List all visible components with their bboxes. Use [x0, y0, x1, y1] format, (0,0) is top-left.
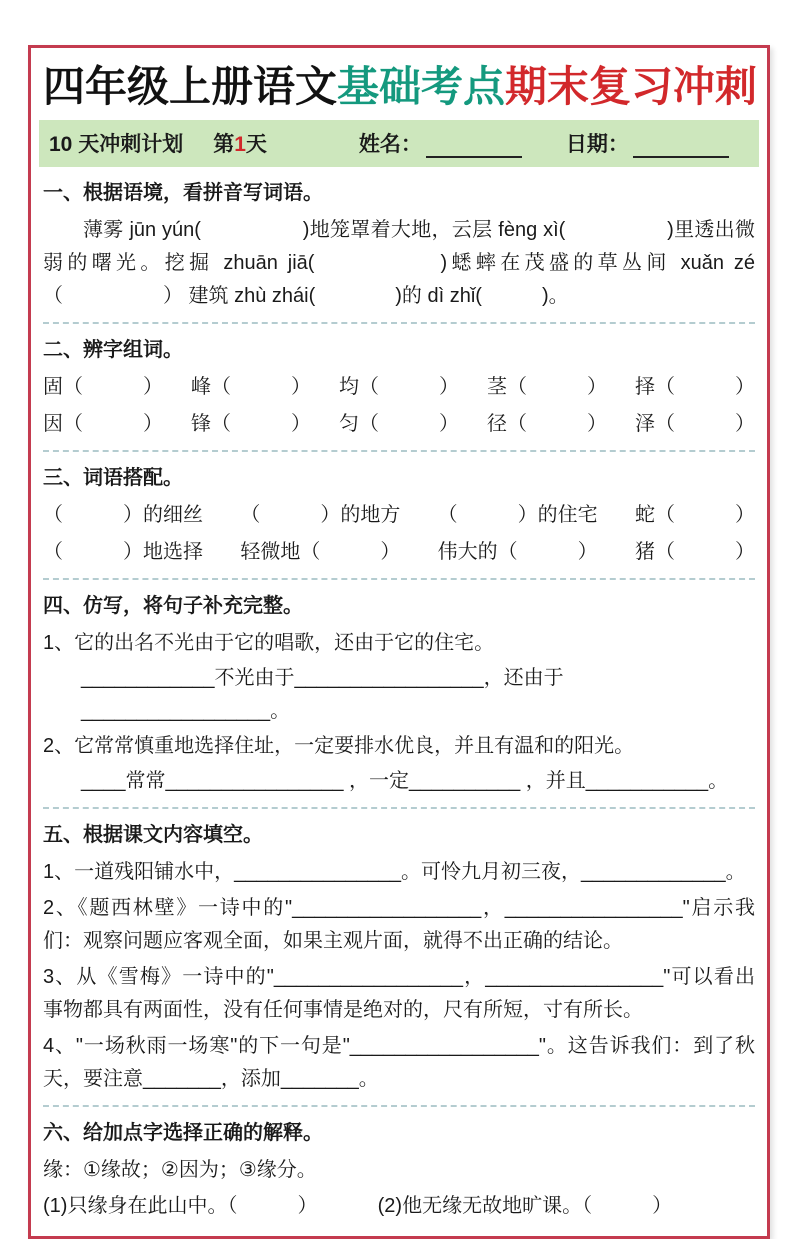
name-label: 姓名：: [358, 133, 422, 157]
match-row: [43, 499, 755, 532]
fill-item: 1、一道残阳铺水中，_______________。可怜九月初三夜，_____________。: [43, 861, 746, 884]
word-cell: 茎（ ）: [487, 376, 607, 399]
word-cell: 均（ ）: [339, 376, 459, 399]
worksheet-page: [28, 45, 770, 1239]
match-cell: 轻微地（ ）: [240, 541, 401, 564]
word-cell: 择（ ）: [635, 376, 755, 399]
pinyin-paragraph: 薄雾 jūn yún( )地笼罩着大地，云层 fèng xì( )里透出微弱的曙光。挖掘 zhuān jiā( )蟋蟀在茂盛的草丛间 xuǎn zé（ ） 建筑 zhù zhái( )的 dì zhǐ( )。: [43, 219, 755, 308]
page-title-teal-part: 基础考点: [337, 63, 506, 110]
match-cell: 蛇（ ）: [634, 504, 755, 527]
day-suffix: 天: [245, 133, 267, 157]
fill-blank-line: ____常常________________ ，一定__________ ，并且___________。: [81, 770, 729, 793]
word-row: [43, 408, 755, 441]
meaning-choice-row: [43, 1190, 755, 1223]
meaning-choice-item: (2)他无缘无故地旷课。（ ）: [377, 1195, 673, 1218]
fill-item: 2、《题西林壁》一诗中的"_________________，________________"启示我们：观察问题应客观全面，如果主观片面，就得不出正确的结论。: [43, 897, 755, 953]
section-6-title: 六、给加点字选择正确的解释。: [43, 1122, 323, 1145]
section-character-words: [43, 334, 755, 441]
section-2-title: 二、辨字组词。: [43, 339, 183, 362]
day-label: [213, 128, 267, 158]
page-title-red-part: 期末复习冲刺: [505, 63, 758, 110]
word-cell: 径（ ）: [487, 413, 607, 436]
section-divider: [43, 450, 755, 452]
word-cell: 因（ ）: [43, 413, 163, 436]
section-word-meaning-choice: [43, 1117, 755, 1223]
date-blank-line: [633, 138, 729, 158]
match-cell: 猪（ ）: [634, 541, 755, 564]
page-title-black-part: 四年级上册语文: [43, 63, 338, 110]
plan-label: 10 天冲刺计划: [49, 133, 184, 157]
section-sentence-completion: [43, 590, 755, 798]
fill-item: 3、从《雪梅》一诗中的"_________________，________________"可以看出事物都具有两面性，没有任何事情是绝对的，尺有所短，寸有所长。: [43, 966, 755, 1022]
word-row: [43, 371, 755, 404]
plan-header-bar: [39, 120, 759, 167]
word-cell: 固（ ）: [43, 376, 163, 399]
fill-blank-line: ____________不光由于_________________，还由于_________________。: [81, 667, 564, 723]
match-cell: （ ）地选择: [43, 541, 203, 564]
match-cell: （ ）的住宅: [437, 504, 598, 527]
word-cell: 峰（ ）: [191, 376, 311, 399]
date-label: 日期：: [565, 133, 629, 157]
section-4-title: 四、仿写，将句子补充完整。: [43, 595, 303, 618]
section-3-title: 三、词语搭配。: [43, 467, 183, 490]
section-divider: [43, 807, 755, 809]
section-divider: [43, 322, 755, 324]
day-prefix: 第: [213, 133, 235, 157]
example-sentence: 2、它常常慎重地选择住址，一定要排水优良，并且有温和的阳光。: [43, 735, 635, 758]
section-text-fill-in: [43, 819, 755, 1096]
fill-item: 4、"一场秋雨一场寒"的下一句是"_________________"。这告诉我们：到了秋天，要注意_______，添加_______。: [43, 1035, 755, 1091]
section-1-title: 一、根据语境，看拼音写词语。: [43, 182, 323, 205]
meaning-options-line: 缘：①缘故；②因为；③缘分。: [43, 1159, 317, 1182]
word-cell: 泽（ ）: [635, 413, 755, 436]
word-cell: 匀（ ）: [339, 413, 459, 436]
word-cell: 锋（ ）: [191, 413, 311, 436]
section-5-title: 五、根据课文内容填空。: [43, 824, 263, 847]
page-title: [43, 62, 758, 112]
name-blank-line: [426, 138, 522, 158]
section-divider: [43, 578, 755, 580]
section-divider: [43, 1105, 755, 1107]
meaning-choice-item: (1)只缘身在此山中。（ ）: [43, 1195, 318, 1218]
day-number: 1: [234, 133, 246, 157]
match-cell: （ ）的地方: [240, 504, 401, 527]
example-sentence: 1、它的出名不光由于它的唱歌，还由于它的住宅。: [43, 632, 495, 655]
match-cell: （ ）的细丝: [43, 504, 203, 527]
match-row: [43, 536, 755, 569]
section-pinyin-words: [43, 177, 755, 313]
match-cell: 伟大的（ ）: [437, 541, 598, 564]
section-word-matching: [43, 462, 755, 569]
